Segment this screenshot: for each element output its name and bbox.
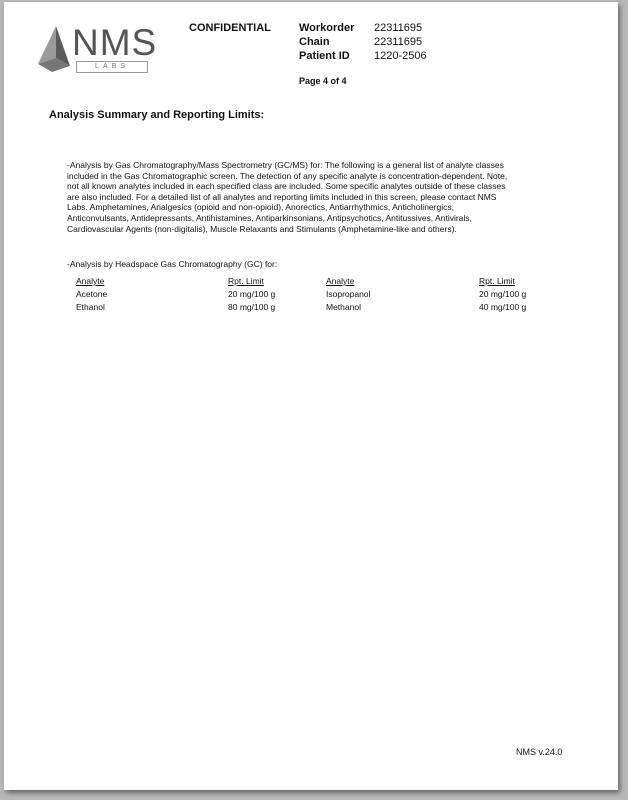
document-page	[4, 2, 618, 790]
col-header-limit-2: Rpt. Limit	[479, 276, 515, 286]
table-cell-limit: 80 mg/100 g	[228, 302, 276, 312]
workorder-value: 22311695	[374, 22, 423, 34]
col-header-analyte-2: Analyte	[326, 276, 355, 286]
chain-value: 22311695	[374, 36, 423, 48]
patient-id-label: Patient ID	[299, 50, 350, 62]
confidential-label: CONFIDENTIAL	[189, 22, 271, 34]
table-cell-analyte: Acetone	[76, 289, 108, 299]
col-header-limit: Rpt. Limit	[228, 276, 264, 286]
table-cell-analyte: Methanol	[326, 302, 361, 312]
logo-sub: LABS	[76, 61, 148, 73]
patient-id-value: 1220-2506	[374, 50, 427, 62]
pyramid-icon	[36, 24, 72, 76]
version-footer: NMS v.24.0	[516, 747, 563, 757]
table-cell-analyte: Ethanol	[76, 302, 105, 312]
page-number: Page 4 of 4	[299, 76, 347, 86]
gc-paragraph: -Analysis by Headspace Gas Chromatography (GC) for:	[67, 259, 278, 269]
gcms-paragraph: -Analysis by Gas Chromatography/Mass Spectrometry (GC/MS) for: The following is a general list of analyte classes included in the Gas Chromatographic screen. The detection of any specific analyte is concentration-dependent. Note, not all known analytes included in each specified class are included. Some specific analytes outside of these classes are also included. For a detailed list of all analytes and reporting limits included in this screen, please contact NMS Labs. Amphetamines, Analgesics (opioid and non-opioid), Anorectics, Antiarrhythmics, Anticholinergics, Anticonvulsants, Antidepressants, Antihistamines, Antiparkinsonians, Antipsychotics, Antitussives, Antivirals, Cardiovascular Agents (non-digitalis), Muscle Relaxants and Stimulants (Amphetamine-like and others).	[67, 160, 508, 234]
col-header-analyte: Analyte	[76, 276, 105, 286]
chain-label: Chain	[299, 36, 330, 48]
table-cell-limit: 20 mg/100 g	[479, 289, 527, 299]
workorder-label: Workorder	[299, 22, 355, 34]
table-cell-limit: 20 mg/100 g	[228, 289, 276, 299]
table-cell-analyte: Isopropanol	[326, 289, 371, 299]
section-title: Analysis Summary and Reporting Limits:	[49, 109, 265, 121]
nms-labs-logo	[36, 22, 158, 76]
logo-brand: NMS	[72, 22, 158, 63]
table-cell-limit: 40 mg/100 g	[479, 302, 527, 312]
